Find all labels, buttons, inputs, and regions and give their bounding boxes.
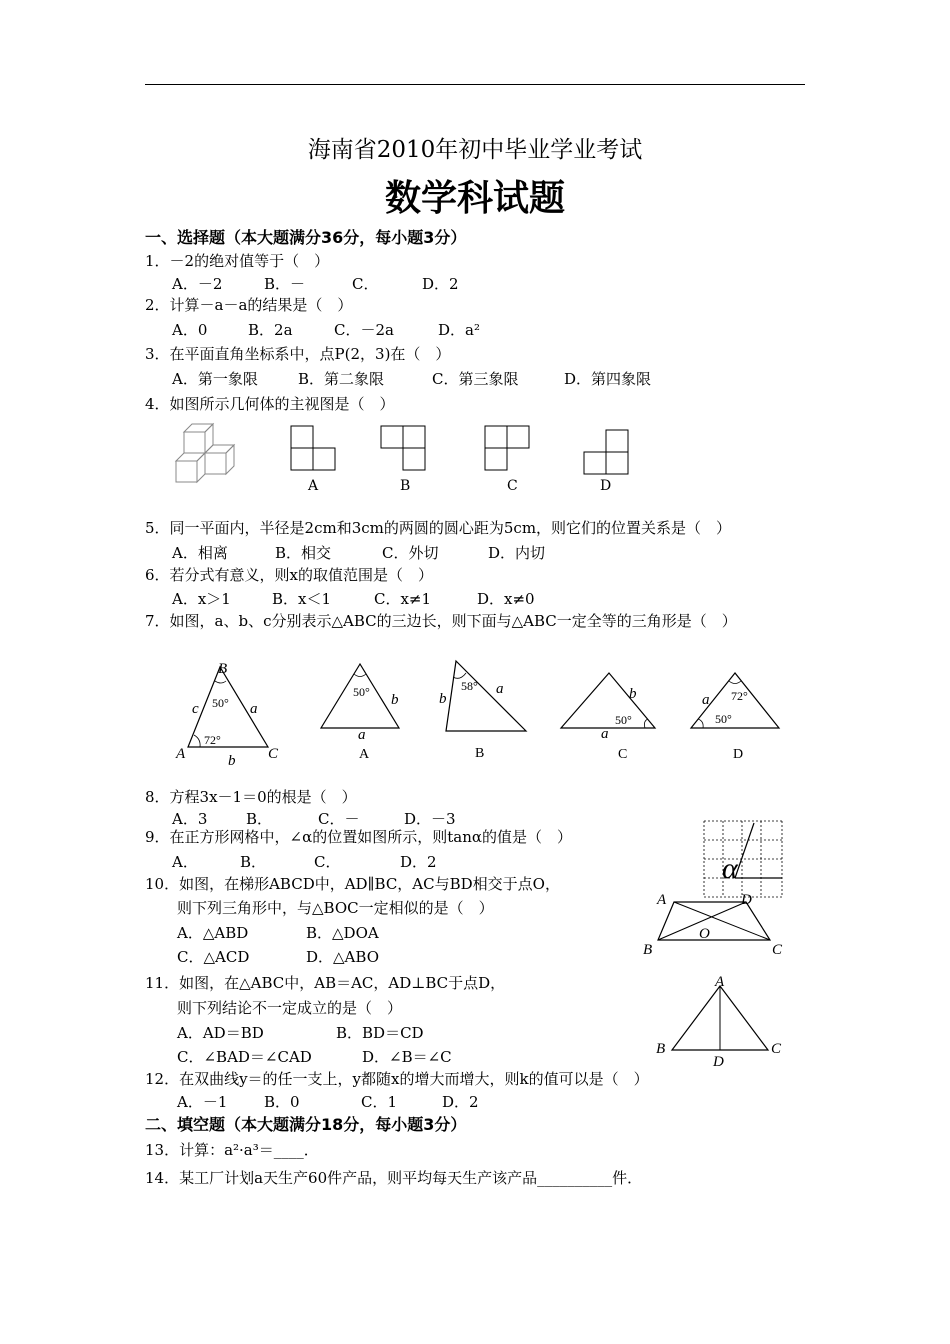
section2-heading: 二、填空题（本大题满分18分，每小题3分） xyxy=(145,1115,467,1134)
q12-stem: 12．在双曲线y＝的任一支上，y都随x的增大而增大，则k的值可以是（ ） xyxy=(145,1070,649,1088)
q8-option-a: A．3 xyxy=(172,810,208,828)
q1-option-c: C． xyxy=(352,275,379,293)
q5-option-b: B．相交 xyxy=(275,544,332,562)
q11-option-a: A．AD＝BD xyxy=(177,1024,264,1042)
q7-angle-top: 50° xyxy=(212,696,229,710)
q7b-side-a: a xyxy=(496,681,504,697)
q6-option-c: C．x≠1 xyxy=(374,590,432,608)
q4-label-d: D xyxy=(600,478,612,494)
q8-stem: 8．方程3x－1＝0的根是（ ） xyxy=(145,788,357,806)
q11-vertex-a: A xyxy=(715,974,725,990)
header-rule xyxy=(145,84,805,85)
q11-option-c: C．∠BAD＝∠CAD xyxy=(177,1048,312,1066)
q7a-side-b: b xyxy=(391,692,399,708)
q9-option-d: D．2 xyxy=(400,853,437,871)
q10-point-o: O xyxy=(699,926,710,942)
q7c-side-b: b xyxy=(629,686,637,702)
q4-stem: 4．如图所示几何体的主视图是（ ） xyxy=(145,395,395,413)
q10-stem-2: 则下列三角形中，与△BOC一定相似的是（ ） xyxy=(177,899,494,917)
q7-vertex-b: B xyxy=(218,661,228,677)
q10-vertex-d: D xyxy=(741,892,752,908)
q10-option-b: B．△DOA xyxy=(306,924,379,942)
q7-option-c-figure xyxy=(557,665,667,760)
q7d-angle-top: 72° xyxy=(731,689,748,703)
q7-triangle-abc xyxy=(170,655,290,770)
q7a-label: A xyxy=(359,747,370,762)
q7b-side-b: b xyxy=(439,691,447,707)
q7a-angle: 50° xyxy=(353,685,370,699)
q7-side-a: a xyxy=(250,701,258,717)
q1-option-b: B．－ xyxy=(264,275,306,293)
q9-option-c: C． xyxy=(314,853,341,871)
q5-stem: 5．同一平面内，半径是2cm和3cm的两圆的圆心距为5cm，则它们的位置关系是（ ） xyxy=(145,519,732,537)
q7c-angle: 50° xyxy=(615,713,632,727)
q3-stem: 3．在平面直角坐标系中，点P(2，3)在（ ） xyxy=(145,345,451,363)
q4-label-a: A xyxy=(308,478,319,494)
q7-option-a-figure xyxy=(315,660,415,760)
q5-option-d: D．内切 xyxy=(488,544,546,562)
q4-option-a-figure xyxy=(290,425,336,471)
q4-option-b-figure xyxy=(380,425,426,471)
q7c-side-a: a xyxy=(601,726,609,742)
q7-angle-left: 72° xyxy=(204,733,221,747)
q9-option-b: B． xyxy=(240,853,267,871)
q7d-angle-left: 50° xyxy=(715,712,732,726)
q4-label-c: C xyxy=(507,478,518,494)
q12-option-c: C．1 xyxy=(361,1093,398,1111)
q7d-label: D xyxy=(733,747,744,762)
q4-option-d-figure xyxy=(583,429,629,475)
q10-option-c: C．△ACD xyxy=(177,948,250,966)
q11-option-d: D．∠B＝∠C xyxy=(362,1048,452,1066)
q7b-label: B xyxy=(475,746,485,761)
exam-title: 海南省2010年初中毕业学业考试 xyxy=(307,137,643,163)
q6-option-a: A．x＞1 xyxy=(172,590,231,608)
q5-option-a: A．相离 xyxy=(172,544,228,562)
q10-vertex-a: A xyxy=(657,892,667,908)
q11-triangle-figure xyxy=(652,972,792,1072)
q2-option-a: A．0 xyxy=(172,321,208,339)
q12-option-b: B．0 xyxy=(264,1093,300,1111)
q11-stem-2: 则下列结论不一定成立的是（ ） xyxy=(177,999,403,1017)
q8-option-c: C．－ xyxy=(318,810,360,828)
q7-stem: 7．如图，a、b、c分别表示△ABC的三边长，则下面与△ABC一定全等的三角形是（ ） xyxy=(145,612,737,630)
q11-option-b: B．BD＝CD xyxy=(336,1024,424,1042)
q7-option-b-figure xyxy=(430,655,540,760)
q9-option-a: A． xyxy=(172,853,198,871)
q9-alpha-label: α xyxy=(722,852,738,885)
q13-stem: 13．计算：a²·a³＝____． xyxy=(145,1141,319,1159)
q12-option-a: A．－1 xyxy=(177,1093,228,1111)
q11-stem: 11．如图，在△ABC中，AB＝AC，AD⊥BC于点D， xyxy=(145,974,506,992)
q3-option-b: B．第二象限 xyxy=(298,370,385,388)
q10-option-d: D．△ABO xyxy=(306,948,379,966)
q7c-label: C xyxy=(618,747,628,762)
q7-side-c: c xyxy=(192,701,199,717)
q9-stem: 9．在正方形网格中，∠α的位置如图所示，则tanα的值是（ ） xyxy=(145,828,573,846)
q10-option-a: A．△ABD xyxy=(177,924,249,942)
q7a-side-a: a xyxy=(358,727,366,743)
q7b-angle: 58° xyxy=(461,679,478,693)
q3-option-a: A．第一象限 xyxy=(172,370,258,388)
q11-vertex-b: B xyxy=(656,1041,666,1057)
q8-option-d: D．－3 xyxy=(404,810,456,828)
q1-option-d: D．2 xyxy=(422,275,459,293)
q9-grid-figure xyxy=(702,819,784,899)
q8-option-b: B． xyxy=(246,810,273,828)
q5-option-c: C．外切 xyxy=(382,544,439,562)
q12-option-d: D．2 xyxy=(442,1093,479,1111)
q4-solid-figure xyxy=(170,420,245,485)
q3-option-c: C．第三象限 xyxy=(432,370,519,388)
q7d-side-a: a xyxy=(702,692,710,708)
q3-option-d: D．第四象限 xyxy=(564,370,652,388)
q6-option-b: B．x＜1 xyxy=(272,590,332,608)
q6-option-d: D．x≠0 xyxy=(477,590,535,608)
q10-stem: 10．如图，在梯形ABCD中，AD∥BC，AC与BD相交于点O， xyxy=(145,875,560,893)
q10-trapezoid-figure xyxy=(638,888,788,960)
q6-stem: 6．若分式有意义，则x的取值范围是（ ） xyxy=(145,566,434,584)
q7-vertex-c: C xyxy=(268,746,279,762)
q11-vertex-c: C xyxy=(771,1041,782,1057)
q4-option-c-figure xyxy=(484,425,530,471)
q11-point-d: D xyxy=(713,1054,724,1070)
q2-option-d: D．a² xyxy=(438,321,480,339)
subject-title: 数学科试题 xyxy=(384,178,565,219)
q2-option-b: B．2a xyxy=(248,321,293,339)
q10-vertex-b: B xyxy=(643,942,653,958)
q7-side-b: b xyxy=(228,753,236,769)
q7-option-d-figure xyxy=(685,665,795,760)
q10-vertex-c: C xyxy=(772,942,783,958)
q1-stem: 1．－2的绝对值等于（ ） xyxy=(145,252,330,270)
q7-vertex-a: A xyxy=(176,746,186,762)
q4-label-b: B xyxy=(400,478,411,494)
q14-stem: 14．某工厂计划a天生产60件产品，则平均每天生产该产品__________件． xyxy=(145,1169,643,1187)
section1-heading: 一、选择题（本大题满分36分，每小题3分） xyxy=(145,228,467,247)
q2-stem: 2．计算－a－a的结果是（ ） xyxy=(145,296,353,314)
q1-option-a: A．－2 xyxy=(172,275,223,293)
q2-option-c: C．－2a xyxy=(334,321,394,339)
